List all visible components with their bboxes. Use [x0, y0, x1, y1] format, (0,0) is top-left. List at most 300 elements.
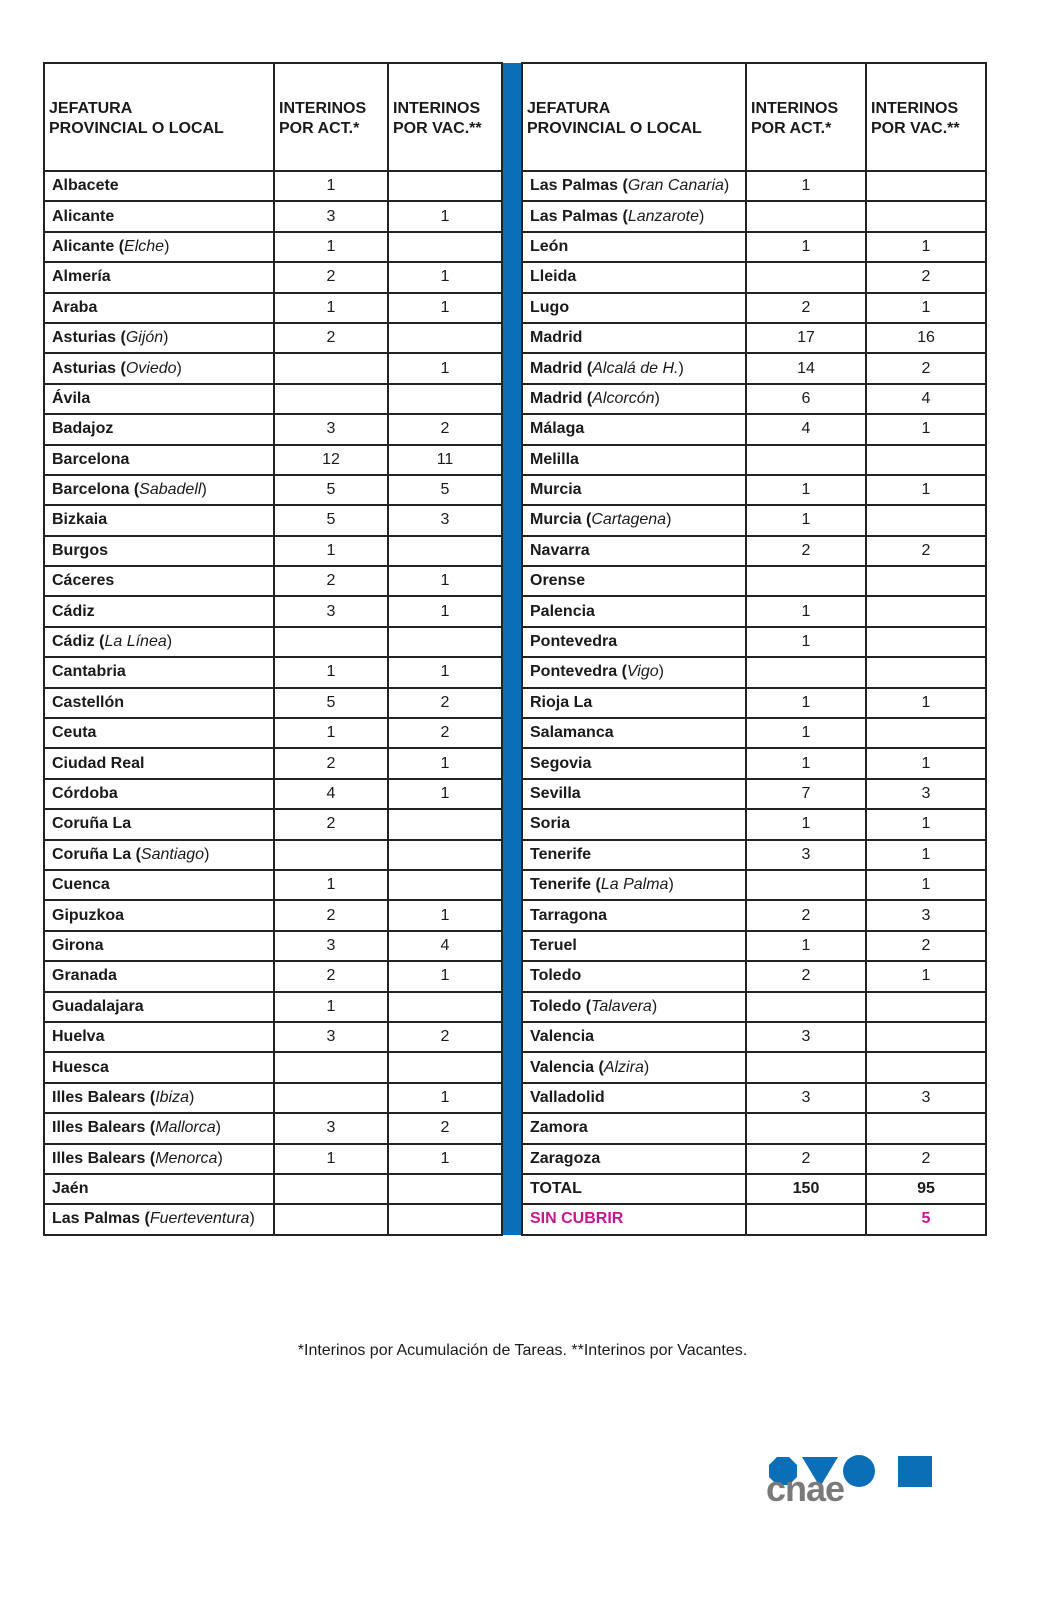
jefatura-cell: [44, 262, 274, 292]
jefatura-name: Bizkaia: [52, 511, 108, 529]
interinos-act-cell: [746, 657, 866, 687]
interinos-act-cell: [746, 992, 866, 1022]
interinos-vac-cell: [866, 657, 986, 687]
interinos-vac-cell: [866, 596, 986, 626]
interinos-act-cell: 2: [746, 293, 866, 323]
interinos-vac-cell: 2: [388, 718, 502, 748]
interinos-vac-cell: [388, 870, 502, 900]
jefatura-name: Cantabria: [52, 663, 126, 681]
jefatura-cell: Illes Balears (Mallorca): [44, 1113, 274, 1143]
jefatura-name: Tarragona: [530, 906, 608, 924]
interinos-vac-cell: 2: [388, 414, 502, 444]
square-shape: [898, 1456, 932, 1487]
jefatura-subname: La Palma: [600, 876, 669, 894]
jefatura-subname: Menorca: [155, 1149, 218, 1167]
interinos-vac-cell: 2: [866, 262, 986, 292]
interinos-vac-cell: [866, 566, 986, 596]
interinos-act-cell: 4: [274, 779, 388, 809]
interinos-vac-cell: 4: [866, 384, 986, 414]
jefatura-cell: Barcelona (Sabadell): [44, 475, 274, 505]
jefatura-name: Girona: [52, 936, 104, 954]
interinos-act-cell: 1: [746, 505, 866, 535]
jefatura-cell: [522, 748, 746, 778]
column-separator: [502, 63, 522, 1235]
interinos-table: [43, 62, 987, 1236]
interinos-vac-cell: 1: [866, 840, 986, 870]
interinos-act-cell: 17: [746, 323, 866, 353]
interinos-vac-cell: 2: [866, 1144, 986, 1174]
interinos-vac-cell: 1: [388, 657, 502, 687]
interinos-act-cell: 3: [274, 596, 388, 626]
interinos-vac-cell: [388, 627, 502, 657]
footnote: *Interinos por Acumulación de Tareas. **Interinos por Vacantes.: [297, 1342, 748, 1359]
cnae-logo-text: cnae: [766, 1468, 845, 1509]
interinos-act-cell: 7: [746, 779, 866, 809]
interinos-vac-cell: 1: [388, 293, 502, 323]
interinos-vac-cell: [866, 1113, 986, 1143]
jefatura-cell: Asturias (Gijón): [44, 323, 274, 353]
interinos-act-cell: 3: [746, 1083, 866, 1113]
jefatura-cell: [522, 1083, 746, 1113]
interinos-vac-cell: 2: [388, 1022, 502, 1052]
jefatura-cell: [522, 1144, 746, 1174]
interinos-vac-cell: [866, 992, 986, 1022]
interinos-act-cell: 3: [274, 1022, 388, 1052]
interinos-act-cell: [274, 1083, 388, 1113]
jefatura-cell: Murcia (Cartagena): [522, 505, 746, 535]
jefatura-name: Guadalajara: [52, 997, 144, 1015]
interinos-vac-cell: [866, 1022, 986, 1052]
header-act-right: INTERINOS POR ACT.*: [746, 63, 866, 171]
jefatura-name: Teruel: [530, 936, 577, 954]
header-vac-right: INTERINOS POR VAC.**: [866, 63, 986, 171]
interinos-vac-cell: 1: [388, 900, 502, 930]
jefatura-name: Alicante: [52, 207, 115, 225]
interinos-vac-cell: 1: [866, 414, 986, 444]
jefatura-name: Alicante: [52, 237, 115, 255]
jefatura-name: SIN CUBRIR: [530, 1210, 624, 1228]
jefatura-name: Rioja La: [530, 693, 593, 711]
jefatura-cell: Coruña La (Santiago): [44, 840, 274, 870]
jefatura-name: Barcelona: [52, 481, 130, 499]
jefatura-cell: [522, 1113, 746, 1143]
jefatura-name: Murcia: [530, 511, 582, 529]
interinos-vac-cell: [388, 840, 502, 870]
jefatura-name: Illes Balears: [52, 1088, 146, 1106]
jefatura-cell: [44, 870, 274, 900]
interinos-act-cell: 3: [746, 1022, 866, 1052]
jefatura-cell: Valencia (Alzira): [522, 1052, 746, 1082]
interinos-act-cell: 6: [746, 384, 866, 414]
interinos-vac-cell: 1: [388, 961, 502, 991]
interinos-act-cell: [274, 353, 388, 383]
interinos-vac-cell: [388, 384, 502, 414]
interinos-vac-cell: 1: [388, 748, 502, 778]
jefatura-cell: [44, 171, 274, 201]
interinos-vac-cell: 5: [388, 475, 502, 505]
jefatura-cell: [522, 1022, 746, 1052]
interinos-vac-cell: 1: [866, 475, 986, 505]
interinos-vac-cell: [388, 232, 502, 262]
interinos-act-cell: 3: [274, 201, 388, 231]
jefatura-cell: Illes Balears (Ibiza): [44, 1083, 274, 1113]
jefatura-cell: Illes Balears (Menorca): [44, 1144, 274, 1174]
jefatura-name: Melilla: [530, 450, 579, 468]
interinos-act-cell: 1: [746, 596, 866, 626]
jefatura-name: Gipuzkoa: [52, 906, 125, 924]
jefatura-name: Madrid: [530, 359, 583, 377]
jefatura-name: Tenerife: [530, 845, 592, 863]
interinos-vac-cell: [866, 627, 986, 657]
jefatura-cell: [522, 627, 746, 657]
jefatura-cell: [522, 900, 746, 930]
interinos-vac-cell: 1: [866, 293, 986, 323]
jefatura-subname: Sabadell: [139, 481, 202, 499]
jefatura-cell: Pontevedra (Vigo): [522, 657, 746, 687]
jefatura-name: Valencia: [530, 1058, 595, 1076]
header-vac-left: INTERINOS POR VAC.**: [388, 63, 502, 171]
jefatura-name: Castellón: [52, 693, 125, 711]
interinos-vac-cell: 1: [388, 566, 502, 596]
header-jefatura-left: JEFATURA PROVINCIAL O LOCAL: [44, 63, 274, 171]
jefatura-subname: Alcorcón: [592, 389, 655, 407]
interinos-vac-cell: 1: [866, 870, 986, 900]
jefatura-cell: [522, 475, 746, 505]
interinos-act-cell: 2: [274, 323, 388, 353]
interinos-vac-cell: 1: [866, 232, 986, 262]
jefatura-cell: Toledo (Talavera): [522, 992, 746, 1022]
interinos-act-cell: 1: [746, 718, 866, 748]
interinos-vac-cell: 2: [388, 1113, 502, 1143]
jefatura-subname: Elche: [124, 237, 165, 255]
interinos-act-cell: 2: [274, 748, 388, 778]
jefatura-cell: [522, 779, 746, 809]
jefatura-name: León: [530, 237, 569, 255]
interinos-act-cell: 2: [274, 809, 388, 839]
jefatura-subname: La Línea: [104, 633, 167, 651]
jefatura-cell: [522, 1174, 746, 1204]
jefatura-name: Orense: [530, 572, 586, 590]
jefatura-cell: [44, 718, 274, 748]
jefatura-name: Asturias: [52, 359, 117, 377]
interinos-act-cell: 2: [746, 536, 866, 566]
jefatura-name: Cáceres: [52, 572, 115, 590]
interinos-act-cell: 1: [274, 293, 388, 323]
interinos-vac-cell: [866, 1052, 986, 1082]
interinos-vac-cell: 1: [866, 961, 986, 991]
interinos-act-cell: [746, 1113, 866, 1143]
interinos-vac-cell: [388, 171, 502, 201]
interinos-act-cell: 1: [746, 171, 866, 201]
jefatura-name: Burgos: [52, 541, 108, 559]
jefatura-cell: Las Palmas (Fuerteventura): [44, 1204, 274, 1234]
interinos-vac-cell: 1: [388, 201, 502, 231]
interinos-vac-cell: [866, 171, 986, 201]
jefatura-name: Zamora: [530, 1119, 588, 1137]
interinos-act-cell: 2: [274, 961, 388, 991]
interinos-vac-cell: [866, 201, 986, 231]
interinos-act-cell: 1: [274, 718, 388, 748]
jefatura-subname: Cartagena: [591, 511, 667, 529]
jefatura-cell: [522, 414, 746, 444]
jefatura-name: Ciudad Real: [52, 754, 145, 772]
jefatura-cell: [522, 445, 746, 475]
jefatura-name: Palencia: [530, 602, 595, 620]
interinos-act-cell: 1: [746, 688, 866, 718]
circle-shape: [843, 1455, 875, 1487]
interinos-vac-cell: [388, 1174, 502, 1204]
interinos-act-cell: [746, 445, 866, 475]
interinos-vac-cell: 1: [866, 688, 986, 718]
jefatura-name: Murcia: [530, 481, 582, 499]
jefatura-cell: [44, 505, 274, 535]
interinos-vac-cell: 2: [866, 353, 986, 383]
jefatura-name: Cádiz: [52, 602, 95, 620]
header-act-left: INTERINOS POR ACT.*: [274, 63, 388, 171]
interinos-vac-cell: 1: [388, 779, 502, 809]
jefatura-cell: [522, 323, 746, 353]
jefatura-cell: [44, 1174, 274, 1204]
jefatura-subname: Ibiza: [155, 1088, 189, 1106]
jefatura-subname: Talavera: [591, 997, 652, 1015]
jefatura-cell: [44, 688, 274, 718]
jefatura-cell: [44, 748, 274, 778]
jefatura-name: Navarra: [530, 541, 590, 559]
jefatura-name: Madrid: [530, 329, 583, 347]
jefatura-cell: [522, 840, 746, 870]
jefatura-name: Tenerife: [530, 876, 592, 894]
jefatura-name: Jaén: [52, 1180, 89, 1198]
jefatura-cell: [44, 961, 274, 991]
interinos-vac-cell: 1: [388, 262, 502, 292]
jefatura-name: Ávila: [52, 389, 91, 407]
jefatura-cell: [522, 961, 746, 991]
jefatura-subname: Fuerteventura: [149, 1210, 250, 1228]
jefatura-cell: [522, 931, 746, 961]
interinos-act-cell: 1: [746, 232, 866, 262]
interinos-vac-cell: 95: [866, 1174, 986, 1204]
jefatura-name: Coruña La: [52, 845, 132, 863]
interinos-vac-cell: 5: [866, 1204, 986, 1234]
jefatura-name: Ceuta: [52, 724, 97, 742]
interinos-act-cell: 1: [746, 809, 866, 839]
jefatura-name: Toledo: [530, 967, 582, 985]
jefatura-cell: [522, 566, 746, 596]
table-body: [44, 63, 986, 1235]
jefatura-cell: [44, 657, 274, 687]
jefatura-cell: [522, 293, 746, 323]
interinos-act-cell: [274, 384, 388, 414]
interinos-vac-cell: 1: [388, 1144, 502, 1174]
interinos-vac-cell: 2: [866, 536, 986, 566]
interinos-act-cell: 150: [746, 1174, 866, 1204]
interinos-act-cell: 2: [746, 1144, 866, 1174]
jefatura-cell: [44, 992, 274, 1022]
interinos-act-cell: [274, 840, 388, 870]
interinos-act-cell: 1: [274, 536, 388, 566]
jefatura-subname: Vigo: [626, 663, 659, 681]
jefatura-name: Barcelona: [52, 450, 130, 468]
jefatura-cell: [44, 445, 274, 475]
interinos-vac-cell: 2: [388, 688, 502, 718]
jefatura-cell: [522, 262, 746, 292]
jefatura-cell: [44, 779, 274, 809]
interinos-vac-cell: 1: [388, 1083, 502, 1113]
jefatura-name: Granada: [52, 967, 117, 985]
jefatura-name: Badajoz: [52, 420, 114, 438]
jefatura-cell: [522, 718, 746, 748]
jefatura-cell: Madrid (Alcorcón): [522, 384, 746, 414]
jefatura-name: Las Palmas: [52, 1210, 141, 1228]
jefatura-cell: [522, 536, 746, 566]
jefatura-name: Huelva: [52, 1028, 105, 1046]
jefatura-name: Córdoba: [52, 785, 118, 802]
jefatura-name: Madrid: [530, 389, 583, 407]
jefatura-cell: [522, 232, 746, 262]
jefatura-name: Lleida: [530, 268, 577, 286]
interinos-act-cell: [746, 262, 866, 292]
header-jefatura-right: JEFATURA PROVINCIAL O LOCAL: [522, 63, 746, 171]
jefatura-cell: [44, 293, 274, 323]
jefatura-cell: [44, 201, 274, 231]
interinos-vac-cell: [866, 718, 986, 748]
interinos-vac-cell: [388, 809, 502, 839]
interinos-act-cell: [746, 1204, 866, 1234]
jefatura-cell: [44, 1052, 274, 1082]
interinos-vac-cell: 4: [388, 931, 502, 961]
interinos-act-cell: [274, 1052, 388, 1082]
interinos-vac-cell: [388, 1052, 502, 1082]
jefatura-name: Cádiz: [52, 633, 95, 651]
interinos-act-cell: 1: [746, 627, 866, 657]
interinos-act-cell: 1: [274, 232, 388, 262]
interinos-act-cell: 1: [746, 475, 866, 505]
interinos-vac-cell: [866, 505, 986, 535]
jefatura-subname: Lanzarote: [627, 207, 700, 225]
jefatura-name: Asturias: [52, 329, 117, 347]
jefatura-name: Huesca: [52, 1058, 109, 1076]
interinos-vac-cell: 3: [866, 779, 986, 809]
jefatura-cell: Asturias (Oviedo): [44, 353, 274, 383]
jefatura-cell: Tenerife (La Palma): [522, 870, 746, 900]
jefatura-name: Toledo: [530, 997, 582, 1015]
interinos-vac-cell: 2: [866, 931, 986, 961]
jefatura-subname: Mallorca: [155, 1119, 216, 1137]
table-header-row: [44, 63, 986, 171]
interinos-act-cell: 1: [274, 1144, 388, 1174]
interinos-vac-cell: [388, 323, 502, 353]
jefatura-name: Sevilla: [530, 785, 581, 802]
jefatura-name: Salamanca: [530, 724, 614, 742]
interinos-act-cell: 1: [274, 992, 388, 1022]
jefatura-name: Coruña La: [52, 815, 132, 833]
interinos-act-cell: 12: [274, 445, 388, 475]
interinos-act-cell: 1: [746, 748, 866, 778]
jefatura-name: Málaga: [530, 420, 585, 438]
jefatura-cell: Cádiz (La Línea): [44, 627, 274, 657]
jefatura-cell: [44, 384, 274, 414]
jefatura-cell: [522, 596, 746, 626]
jefatura-name: Segovia: [530, 754, 592, 772]
jefatura-subname: Gran Canaria: [627, 177, 724, 195]
jefatura-cell: Las Palmas (Gran Canaria): [522, 171, 746, 201]
jefatura-name: Las Palmas: [530, 207, 619, 225]
interinos-vac-cell: 3: [866, 900, 986, 930]
interinos-vac-cell: [388, 992, 502, 1022]
interinos-act-cell: 5: [274, 688, 388, 718]
jefatura-name: Illes Balears: [52, 1149, 146, 1167]
interinos-act-cell: 1: [274, 171, 388, 201]
interinos-act-cell: [274, 1174, 388, 1204]
interinos-vac-cell: [866, 445, 986, 475]
jefatura-name: Lugo: [530, 298, 570, 316]
jefatura-subname: Alcalá de H.: [592, 359, 679, 377]
jefatura-name: Zaragoza: [530, 1149, 601, 1167]
jefatura-cell: [522, 688, 746, 718]
jefatura-name: Pontevedra: [530, 663, 618, 681]
jefatura-subname: Gijón: [125, 329, 164, 347]
interinos-vac-cell: 3: [866, 1083, 986, 1113]
jefatura-name: Pontevedra: [530, 633, 618, 651]
jefatura-cell: [522, 809, 746, 839]
jefatura-name: Illes Balears: [52, 1119, 146, 1137]
jefatura-cell: [44, 931, 274, 961]
jefatura-name: Valencia: [530, 1028, 595, 1046]
interinos-act-cell: 2: [746, 900, 866, 930]
jefatura-cell: Las Palmas (Lanzarote): [522, 201, 746, 231]
interinos-vac-cell: 11: [388, 445, 502, 475]
interinos-act-cell: 3: [746, 840, 866, 870]
jefatura-cell: Madrid (Alcalá de H.): [522, 353, 746, 383]
interinos-act-cell: [746, 201, 866, 231]
interinos-vac-cell: 1: [866, 748, 986, 778]
jefatura-cell: [44, 1022, 274, 1052]
jefatura-cell: [44, 900, 274, 930]
interinos-act-cell: 2: [746, 961, 866, 991]
jefatura-cell: [44, 414, 274, 444]
interinos-vac-cell: 3: [388, 505, 502, 535]
interinos-act-cell: 1: [274, 870, 388, 900]
interinos-act-cell: 1: [274, 657, 388, 687]
jefatura-cell: [44, 566, 274, 596]
jefatura-name: Valladolid: [530, 1088, 605, 1106]
interinos-act-cell: [274, 1204, 388, 1234]
interinos-act-cell: 3: [274, 931, 388, 961]
interinos-act-cell: [274, 627, 388, 657]
interinos-vac-cell: 1: [388, 353, 502, 383]
interinos-act-cell: [746, 1052, 866, 1082]
interinos-vac-cell: 1: [866, 809, 986, 839]
interinos-act-cell: 2: [274, 900, 388, 930]
jefatura-cell: Alicante (Elche): [44, 232, 274, 262]
jefatura-cell: [44, 809, 274, 839]
jefatura-cell: [522, 1204, 746, 1234]
jefatura-name: Albacete: [52, 177, 119, 195]
interinos-act-cell: 3: [274, 414, 388, 444]
interinos-act-cell: 4: [746, 414, 866, 444]
jefatura-name: Araba: [52, 298, 98, 316]
interinos-act-cell: 2: [274, 262, 388, 292]
jefatura-subname: Santiago: [140, 845, 205, 863]
jefatura-cell: [44, 596, 274, 626]
interinos-vac-cell: 1: [388, 596, 502, 626]
interinos-act-cell: [746, 870, 866, 900]
interinos-act-cell: 2: [274, 566, 388, 596]
jefatura-name: TOTAL: [530, 1180, 582, 1198]
interinos-act-cell: 5: [274, 475, 388, 505]
interinos-act-cell: 5: [274, 505, 388, 535]
interinos-vac-cell: [388, 1204, 502, 1234]
